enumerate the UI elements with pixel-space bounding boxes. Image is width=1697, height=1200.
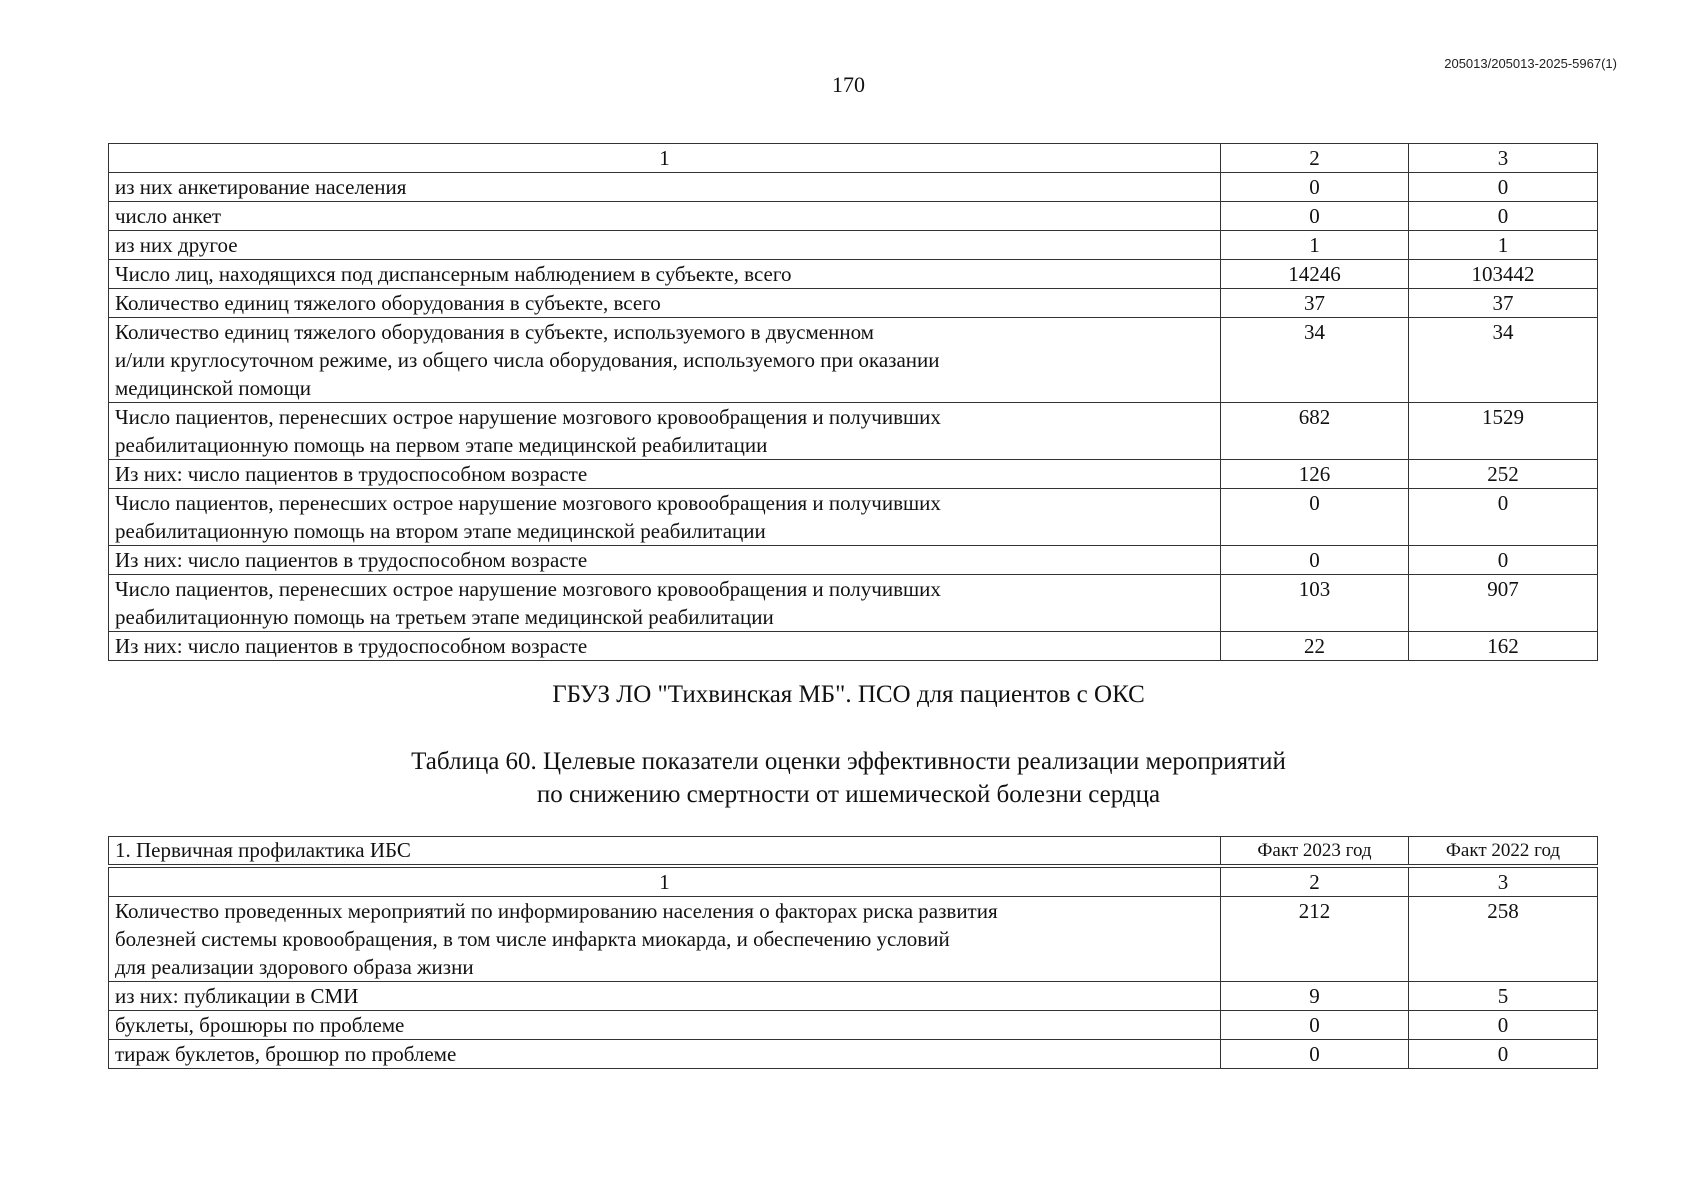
row-label: число анкет — [109, 202, 1221, 231]
page-number: 170 — [832, 72, 865, 97]
primary-prevention-header-table — [108, 836, 1598, 865]
row-value-col2: 0 — [1221, 202, 1409, 231]
row-value-col2: 1 — [1221, 231, 1409, 260]
row-label: Из них: число пациентов в трудоспособном возрасте — [109, 632, 1221, 661]
row-value-col2: 22 — [1221, 632, 1409, 661]
row-value-col3: 258 — [1409, 897, 1598, 982]
section-label: 1. Первичная профилактика ИБС — [109, 837, 1221, 865]
column-number-1: 1 — [109, 868, 1221, 897]
row-label: тираж буклетов, брошюр по проблеме — [109, 1040, 1221, 1069]
row-value-col2: 37 — [1221, 289, 1409, 318]
row-label: из них: публикации в СМИ — [109, 982, 1221, 1011]
table-caption-line-1: Таблица 60. Целевые показатели оценки эффективности реализации мероприятий — [411, 748, 1286, 775]
table-row — [109, 897, 1598, 982]
row-value-col3: 103442 — [1409, 260, 1598, 289]
row-value-col3: 0 — [1409, 173, 1598, 202]
primary-prevention-table — [108, 867, 1598, 1069]
row-label: Число лиц, находящихся под диспансерным наблюдением в субъекте, всего — [109, 260, 1221, 289]
row-value-col2: 212 — [1221, 897, 1409, 982]
row-value-col3: 0 — [1409, 202, 1598, 231]
row-value-col2: 0 — [1221, 1040, 1409, 1069]
table-row — [109, 460, 1598, 489]
row-value-col3: 34 — [1409, 318, 1598, 403]
row-value-col2: 9 — [1221, 982, 1409, 1011]
row-label: Количество единиц тяжелого оборудования в субъекте, всего — [109, 289, 1221, 318]
row-value-col3: 0 — [1409, 489, 1598, 546]
row-value-col3: 907 — [1409, 575, 1598, 632]
row-label: Из них: число пациентов в трудоспособном возрасте — [109, 546, 1221, 575]
row-value-col3: 162 — [1409, 632, 1598, 661]
column-number-3: 3 — [1409, 144, 1598, 173]
row-label: Число пациентов, перенесших острое нарушение мозгового кровообращения и получивших реабилитационную помощь на втором этапе медицинской реабилитации — [109, 489, 1221, 546]
table-caption — [0, 745, 1697, 811]
row-value-col3: 0 — [1409, 1011, 1598, 1040]
row-value-col3: 0 — [1409, 546, 1598, 575]
fact-2023-header: Факт 2023 год — [1221, 837, 1409, 865]
row-value-col3: 252 — [1409, 460, 1598, 489]
row-label: Из них: число пациентов в трудоспособном возрасте — [109, 460, 1221, 489]
row-label: из них другое — [109, 231, 1221, 260]
table-row — [109, 173, 1598, 202]
column-number-3: 3 — [1409, 868, 1598, 897]
row-value-col3: 1529 — [1409, 403, 1598, 460]
row-label: Количество единиц тяжелого оборудования в субъекте, используемого в двусменном и/или круглосуточном режиме, из общего числа оборудования, используемого при оказании медицинской помощи — [109, 318, 1221, 403]
row-value-col2: 682 — [1221, 403, 1409, 460]
table-row — [109, 260, 1598, 289]
table-row — [109, 982, 1598, 1011]
row-value-col2: 14246 — [1221, 260, 1409, 289]
column-number-1: 1 — [109, 144, 1221, 173]
row-value-col3: 5 — [1409, 982, 1598, 1011]
row-value-col2: 126 — [1221, 460, 1409, 489]
row-value-col2: 34 — [1221, 318, 1409, 403]
indicators-table-continued — [108, 143, 1598, 661]
row-label: из них анкетирование населения — [109, 173, 1221, 202]
section-title: ГБУЗ ЛО "Тихвинская МБ". ПСО для пациентов с ОКС — [552, 681, 1145, 708]
fact-2022-header: Факт 2022 год — [1409, 837, 1598, 865]
row-value-col2: 0 — [1221, 546, 1409, 575]
row-label: буклеты, брошюры по проблеме — [109, 1011, 1221, 1040]
document-id: 205013/205013-2025-5967(1) — [1444, 56, 1617, 71]
row-label: Число пациентов, перенесших острое нарушение мозгового кровообращения и получивших реабилитационную помощь на третьем этапе медицинской реабилитации — [109, 575, 1221, 632]
row-value-col3: 0 — [1409, 1040, 1598, 1069]
table-row — [109, 231, 1598, 260]
row-value-col3: 1 — [1409, 231, 1598, 260]
row-label: Количество проведенных мероприятий по информированию населения о факторах риска развития болезней системы кровообращения, в том числе инфаркта миокарда, и обеспечению условий для реализации здорового образа жизни — [109, 897, 1221, 982]
table-row — [109, 546, 1598, 575]
table-row — [109, 632, 1598, 661]
table-row — [109, 575, 1598, 632]
table-header-row — [109, 144, 1598, 173]
table-row — [109, 489, 1598, 546]
column-number-2: 2 — [1221, 144, 1409, 173]
table-caption-line-2: по снижению смертности от ишемической болезни сердца — [536, 781, 1161, 808]
table-row — [109, 289, 1598, 318]
table-row — [109, 1040, 1598, 1069]
row-value-col2: 103 — [1221, 575, 1409, 632]
table-row — [109, 403, 1598, 460]
section-header-row — [109, 837, 1598, 865]
table-row — [109, 202, 1598, 231]
table-row — [109, 318, 1598, 403]
row-value-col2: 0 — [1221, 489, 1409, 546]
row-value-col2: 0 — [1221, 1011, 1409, 1040]
row-value-col3: 37 — [1409, 289, 1598, 318]
column-number-2: 2 — [1221, 868, 1409, 897]
row-label: Число пациентов, перенесших острое нарушение мозгового кровообращения и получивших реабилитационную помощь на первом этапе медицинской реабилитации — [109, 403, 1221, 460]
table-row — [109, 1011, 1598, 1040]
row-value-col2: 0 — [1221, 173, 1409, 202]
table-header-row — [109, 868, 1598, 897]
